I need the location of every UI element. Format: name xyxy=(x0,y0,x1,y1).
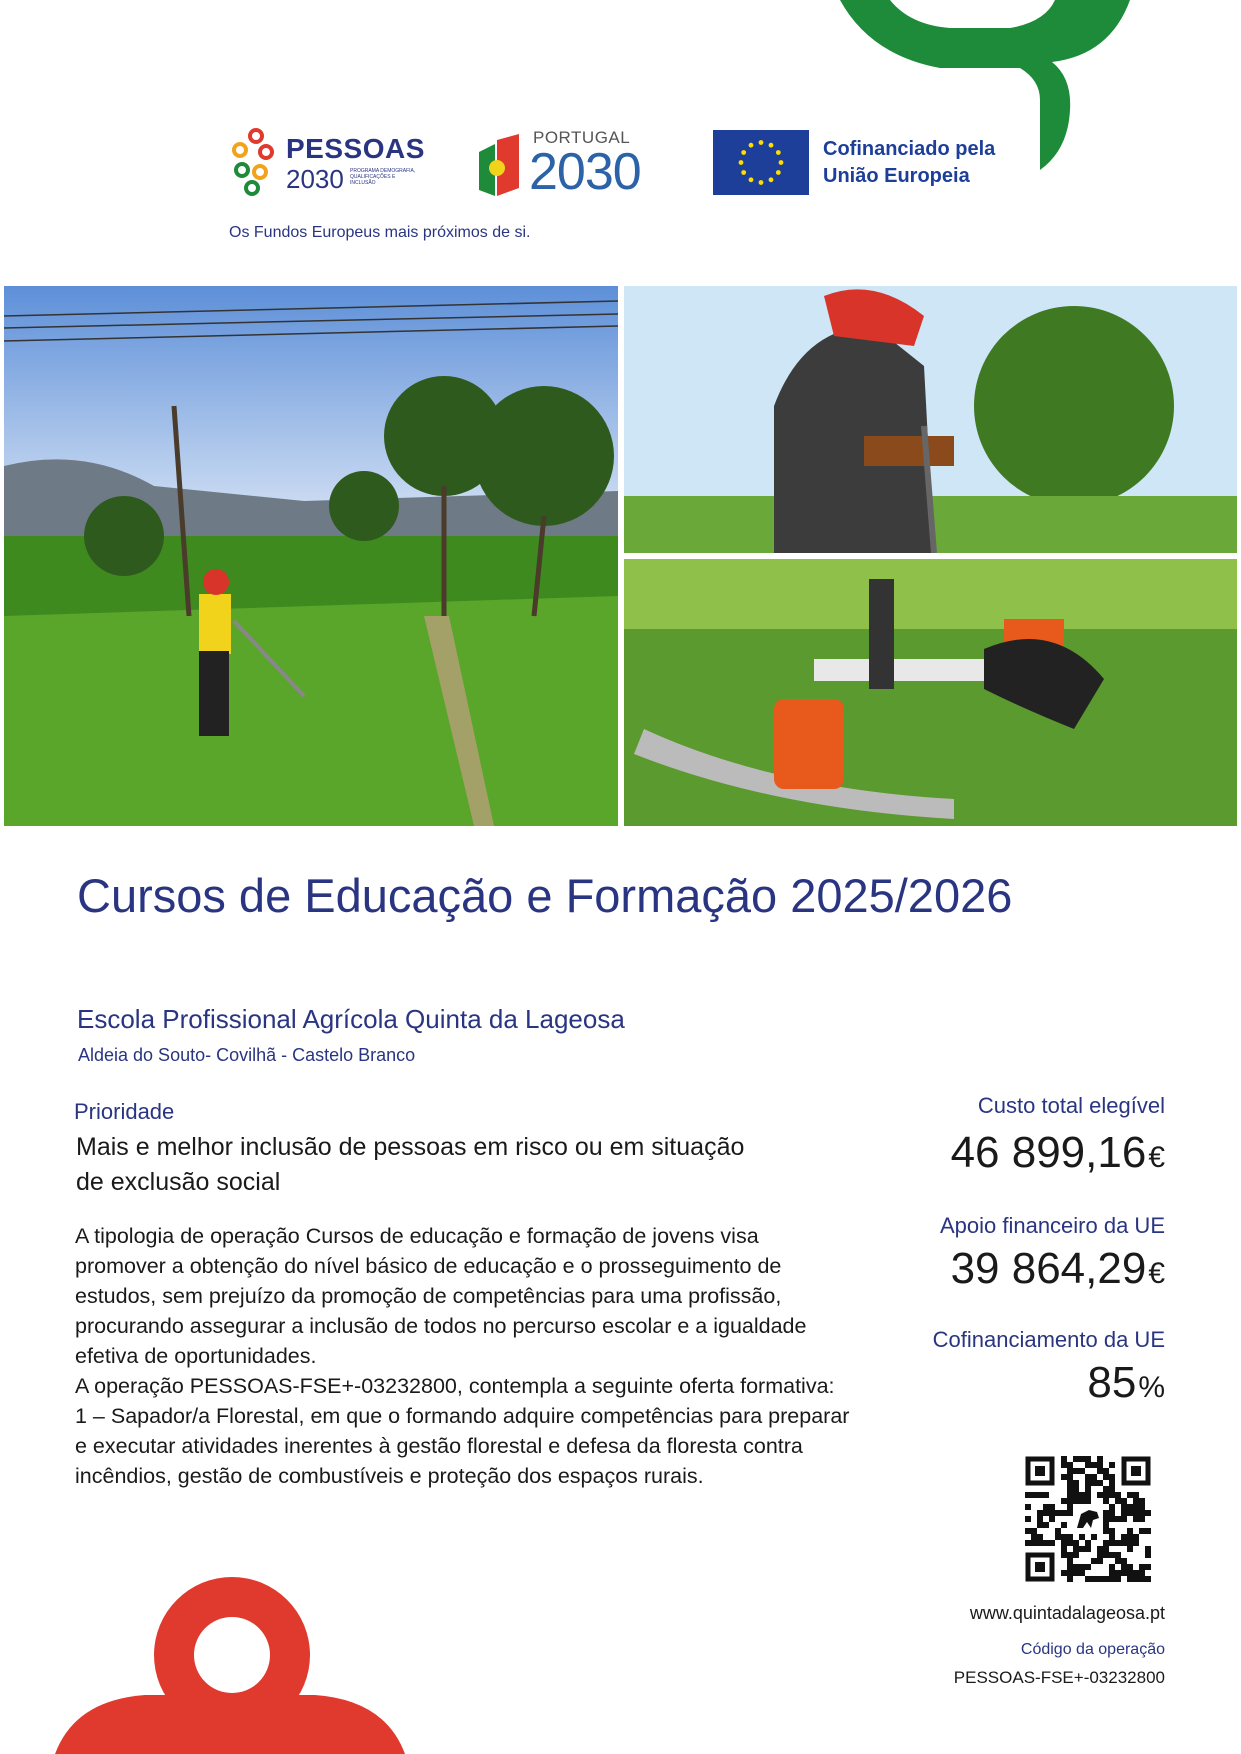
qr-module xyxy=(1121,1498,1127,1504)
qr-module xyxy=(1031,1492,1037,1498)
qr-module xyxy=(1103,1528,1109,1534)
qr-module xyxy=(1133,1504,1139,1510)
qr-module xyxy=(1133,1516,1139,1522)
qr-module xyxy=(1025,1516,1031,1522)
eu-text-line2: União Europeia xyxy=(823,165,970,187)
qr-module xyxy=(1025,1492,1031,1498)
qr-module xyxy=(1109,1564,1115,1570)
operation-code-value: PESSOAS-FSE+-03232800 xyxy=(953,1668,1165,1687)
qr-module xyxy=(1043,1540,1049,1546)
qr-module xyxy=(1061,1462,1067,1468)
qr-module xyxy=(1079,1498,1085,1504)
qr-module xyxy=(1121,1558,1127,1564)
qr-module xyxy=(1043,1504,1049,1510)
qr-module xyxy=(1073,1492,1079,1498)
qr-module xyxy=(1061,1498,1067,1504)
qr-module xyxy=(1085,1474,1091,1480)
pessoas-logo-year: 2030 xyxy=(286,164,344,194)
qr-module xyxy=(1109,1552,1115,1558)
qr-module xyxy=(1103,1474,1109,1480)
qr-module xyxy=(1097,1492,1103,1498)
qr-module xyxy=(1115,1540,1121,1546)
qr-module xyxy=(1127,1534,1133,1540)
qr-module xyxy=(1127,1492,1133,1498)
qr-module xyxy=(1103,1498,1109,1504)
qr-module xyxy=(1109,1510,1115,1516)
qr-module xyxy=(1109,1462,1115,1468)
qr-module xyxy=(1115,1558,1121,1564)
eu-text xyxy=(823,136,995,190)
qr-module xyxy=(1121,1540,1127,1546)
qr-module xyxy=(1073,1570,1079,1576)
qr-module xyxy=(1091,1474,1097,1480)
qr-module xyxy=(1091,1480,1097,1486)
qr-module xyxy=(1115,1516,1121,1522)
operation-code-label: Código da operação xyxy=(1020,1641,1165,1658)
percent-symbol: % xyxy=(1138,1371,1165,1404)
total-cost-amount: 46 899,16 xyxy=(950,1128,1147,1177)
eu-star xyxy=(749,177,754,182)
qr-module xyxy=(1067,1486,1073,1492)
eu-star xyxy=(739,160,744,165)
qr-module xyxy=(1115,1570,1121,1576)
qr-module xyxy=(1061,1534,1067,1540)
qr-module xyxy=(1061,1540,1067,1546)
qr-module xyxy=(1091,1576,1097,1582)
qr-module xyxy=(1061,1522,1067,1528)
qr-module xyxy=(1061,1570,1067,1576)
qr-module xyxy=(1109,1570,1115,1576)
qr-module xyxy=(1139,1564,1145,1570)
qr-module xyxy=(1073,1480,1079,1486)
qr-module xyxy=(1103,1576,1109,1582)
qr-module xyxy=(1031,1528,1037,1534)
eu-star xyxy=(769,143,774,148)
eu-cofinancing-label: Cofinanciamento da UE xyxy=(932,1327,1165,1352)
eu-support-value xyxy=(951,1244,1165,1294)
qr-module xyxy=(1079,1468,1085,1474)
qr-module xyxy=(1073,1468,1079,1474)
eu-star xyxy=(779,160,784,165)
currency-symbol: € xyxy=(1148,1141,1165,1174)
description-paragraph-1: A tipologia de operação Cursos de educação e formação de jovens visa promover a obtenção do nível básico de educação e o prosseguimento de estudos, sem prejuízo da promoção de competências para uma profissão, procurando assegurar a inclusão de todos no percurso escolar e a igualdade efetiva de oportunidades. xyxy=(75,1224,807,1368)
qr-module xyxy=(1097,1468,1103,1474)
qr-module xyxy=(1109,1576,1115,1582)
qr-module xyxy=(1103,1516,1109,1522)
description-paragraph-3: 1 – Sapador/a Florestal, em que o formando adquire competências para preparar e executar atividades inerentes à gestão florestal e defesa da floresta contra incêndios, gestão de combustíveis e proteção dos espaços rurais. xyxy=(75,1404,850,1488)
qr-module xyxy=(1109,1534,1115,1540)
qr-module xyxy=(1121,1534,1127,1540)
photo-worker-brushcutting-field xyxy=(4,286,618,826)
portugal-logo-word: PORTUGAL xyxy=(533,128,631,147)
qr-module xyxy=(1097,1546,1103,1552)
qr-module xyxy=(1121,1516,1127,1522)
portugal-2030-logo xyxy=(475,128,655,201)
qr-module xyxy=(1085,1540,1091,1546)
qr-module xyxy=(1061,1510,1067,1516)
qr-module xyxy=(1085,1480,1091,1486)
eu-star xyxy=(749,143,754,148)
qr-module xyxy=(1109,1480,1115,1486)
qr-module xyxy=(1127,1510,1133,1516)
qr-module xyxy=(1079,1492,1085,1498)
qr-module xyxy=(1145,1576,1151,1582)
qr-module xyxy=(1037,1534,1043,1540)
pessoas-logo-word: PESSOAS xyxy=(286,133,425,164)
qr-module xyxy=(1097,1480,1103,1486)
qr-module xyxy=(1049,1516,1055,1522)
qr-module xyxy=(1079,1570,1085,1576)
qr-module xyxy=(1049,1540,1055,1546)
eu-cofinancing-value xyxy=(1087,1358,1165,1408)
qr-module xyxy=(1145,1510,1151,1516)
qr-module xyxy=(1067,1570,1073,1576)
qr-module xyxy=(1037,1516,1043,1522)
photo-worker-closeup-helmet xyxy=(624,286,1237,553)
school-address: Aldeia do Souto- Covilhã - Castelo Branco xyxy=(78,1045,416,1065)
qr-module xyxy=(1043,1510,1049,1516)
qr-module xyxy=(1067,1462,1073,1468)
qr-module xyxy=(1055,1528,1061,1534)
qr-module xyxy=(1121,1504,1127,1510)
qr-module xyxy=(1097,1462,1103,1468)
qr-module xyxy=(1115,1576,1121,1582)
qr-module xyxy=(1145,1528,1151,1534)
priority-text-line1: Mais e melhor inclusão de pessoas em risco ou em situação xyxy=(76,1133,745,1161)
eu-star xyxy=(769,177,774,182)
qr-module xyxy=(1133,1534,1139,1540)
qr-module xyxy=(1043,1492,1049,1498)
qr-module xyxy=(1085,1462,1091,1468)
qr-module xyxy=(1091,1558,1097,1564)
eu-text-line1: Cofinanciado pela xyxy=(823,138,996,160)
qr-module xyxy=(1127,1528,1133,1534)
qr-module xyxy=(1073,1546,1079,1552)
qr-module xyxy=(1127,1564,1133,1570)
qr-module xyxy=(1127,1504,1133,1510)
qr-module xyxy=(1139,1504,1145,1510)
pessoas-logo-subtitle: PROGRAMA DEMOGRAFIA, QUALIFICAÇÕES E INCLUSÃO xyxy=(350,168,416,186)
eu-star xyxy=(776,170,781,175)
qr-module xyxy=(1073,1540,1079,1546)
decorative-red-person-shape xyxy=(55,1560,405,1754)
portugal-flag-icon xyxy=(475,132,527,198)
qr-module xyxy=(1085,1456,1091,1462)
qr-module xyxy=(1127,1576,1133,1582)
priority-label: Prioridade xyxy=(74,1099,175,1124)
qr-module xyxy=(1067,1576,1073,1582)
portugal-logo-year: 2030 xyxy=(529,143,641,201)
qr-module xyxy=(1121,1564,1127,1570)
qr-module xyxy=(1115,1498,1121,1504)
qr-module xyxy=(1115,1492,1121,1498)
qr-module xyxy=(1127,1570,1133,1576)
qr-module xyxy=(1031,1540,1037,1546)
qr-module xyxy=(1055,1534,1061,1540)
eu-support-amount: 39 864,29 xyxy=(950,1244,1147,1293)
priority-text xyxy=(76,1130,836,1200)
qr-module xyxy=(1067,1492,1073,1498)
qr-module xyxy=(1139,1570,1145,1576)
qr-module xyxy=(1025,1540,1031,1546)
eu-star xyxy=(741,170,746,175)
qr-module xyxy=(1067,1534,1073,1540)
pessoas-2030-logo xyxy=(228,128,425,198)
qr-module xyxy=(1145,1564,1151,1570)
total-cost-value xyxy=(951,1128,1165,1178)
qr-module xyxy=(1121,1570,1127,1576)
qr-module xyxy=(1097,1456,1103,1462)
qr-module xyxy=(1109,1474,1115,1480)
qr-module xyxy=(1133,1570,1139,1576)
qr-module xyxy=(1109,1486,1115,1492)
qr-module xyxy=(1049,1510,1055,1516)
qr-module xyxy=(1067,1498,1073,1504)
qr-module xyxy=(1067,1504,1073,1510)
qr-module xyxy=(1109,1528,1115,1534)
qr-module xyxy=(1037,1522,1043,1528)
qr-module xyxy=(1091,1462,1097,1468)
qr-module xyxy=(1139,1516,1145,1522)
qr-module xyxy=(1103,1522,1109,1528)
eu-star xyxy=(759,140,764,145)
qr-module xyxy=(1145,1552,1151,1558)
qr-module xyxy=(1103,1546,1109,1552)
operation-description xyxy=(75,1221,855,1491)
qr-module xyxy=(1079,1546,1085,1552)
eu-flag-icon xyxy=(713,130,809,195)
qr-code-icon[interactable] xyxy=(1025,1456,1151,1582)
qr-module xyxy=(1073,1486,1079,1492)
qr-module xyxy=(1073,1552,1079,1558)
qr-module xyxy=(1103,1486,1109,1492)
qr-module xyxy=(1079,1456,1085,1462)
qr-module xyxy=(1103,1552,1109,1558)
qr-module xyxy=(1109,1516,1115,1522)
eu-star xyxy=(776,150,781,155)
qr-module xyxy=(1037,1510,1043,1516)
qr-module xyxy=(1115,1552,1121,1558)
qr-module xyxy=(1061,1456,1067,1462)
qr-module xyxy=(1097,1558,1103,1564)
qr-module xyxy=(1079,1534,1085,1540)
qr-module xyxy=(1067,1558,1073,1564)
qr-module xyxy=(1067,1510,1073,1516)
qr-module xyxy=(1067,1474,1073,1480)
qr-module xyxy=(1109,1540,1115,1546)
qr-module xyxy=(1103,1540,1109,1546)
qr-module xyxy=(1085,1486,1091,1492)
qr-module xyxy=(1025,1504,1031,1510)
eu-cofinanced-logo xyxy=(713,130,1033,196)
qr-module xyxy=(1085,1576,1091,1582)
pessoas-logo-icon xyxy=(228,128,278,198)
qr-module xyxy=(1103,1468,1109,1474)
qr-module xyxy=(1043,1522,1049,1528)
qr-module xyxy=(1133,1540,1139,1546)
qr-module xyxy=(1055,1510,1061,1516)
eu-cofinancing-rate: 85 xyxy=(1087,1358,1137,1407)
total-cost-label: Custo total elegível xyxy=(977,1093,1165,1118)
qr-module xyxy=(1133,1492,1139,1498)
qr-module xyxy=(1061,1552,1067,1558)
qr-module xyxy=(1037,1492,1043,1498)
school-name: Escola Profissional Agrícola Quinta da Lageosa xyxy=(77,1004,625,1034)
qr-module xyxy=(1085,1492,1091,1498)
qr-module xyxy=(1085,1498,1091,1504)
qr-module xyxy=(1133,1510,1139,1516)
qr-module xyxy=(1103,1492,1109,1498)
qr-module xyxy=(1067,1564,1073,1570)
qr-module xyxy=(1073,1498,1079,1504)
eu-support-label: Apoio financeiro da UE xyxy=(939,1213,1165,1238)
qr-module xyxy=(1127,1540,1133,1546)
page-title: Cursos de Educação e Formação 2025/2026 xyxy=(77,869,1013,922)
qr-module xyxy=(1073,1456,1079,1462)
qr-module xyxy=(1121,1510,1127,1516)
qr-module xyxy=(1145,1546,1151,1552)
qr-module xyxy=(1061,1474,1067,1480)
qr-module xyxy=(1103,1510,1109,1516)
qr-module xyxy=(1127,1546,1133,1552)
currency-symbol: € xyxy=(1148,1257,1165,1290)
priority-text-line2: de exclusão social xyxy=(76,1168,281,1196)
qr-module xyxy=(1031,1534,1037,1540)
eu-star xyxy=(759,180,764,185)
qr-module xyxy=(1139,1498,1145,1504)
qr-module xyxy=(1139,1528,1145,1534)
qr-module xyxy=(1109,1504,1115,1510)
qr-module xyxy=(1097,1576,1103,1582)
qr-module xyxy=(1133,1576,1139,1582)
qr-module xyxy=(1091,1534,1097,1540)
pessoas-tagline: Os Fundos Europeus mais próximos de si. xyxy=(229,224,531,241)
qr-module xyxy=(1139,1510,1145,1516)
qr-module xyxy=(1067,1468,1073,1474)
qr-module xyxy=(1097,1552,1103,1558)
eu-star xyxy=(741,150,746,155)
qr-module xyxy=(1061,1546,1067,1552)
qr-module xyxy=(1067,1480,1073,1486)
qr-module xyxy=(1109,1492,1115,1498)
qr-module xyxy=(1079,1564,1085,1570)
qr-module xyxy=(1133,1498,1139,1504)
qr-module xyxy=(1025,1528,1031,1534)
photo-brushcutter-equipment xyxy=(624,559,1237,826)
qr-module xyxy=(1037,1540,1043,1546)
qr-module xyxy=(1067,1552,1073,1558)
qr-module xyxy=(1073,1564,1079,1570)
qr-module xyxy=(1085,1564,1091,1570)
website-link[interactable]: www.quintadalageosa.pt xyxy=(969,1603,1165,1623)
description-paragraph-2: A operação PESSOAS-FSE+-03232800, contempla a seguinte oferta formativa: xyxy=(75,1374,835,1398)
qr-module xyxy=(1067,1540,1073,1546)
qr-module xyxy=(1085,1546,1091,1552)
qr-module xyxy=(1139,1576,1145,1582)
qr-module xyxy=(1049,1504,1055,1510)
